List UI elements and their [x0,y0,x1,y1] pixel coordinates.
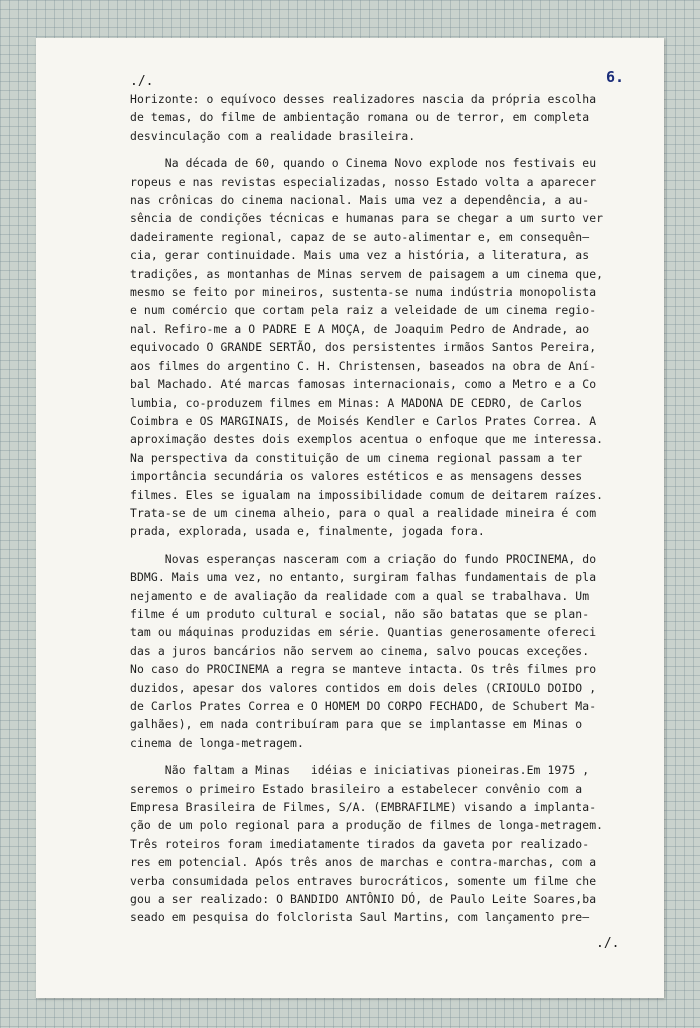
paragraph-1: Horizonte: o equívoco desses realizadores nascia da própria escolha de temas, do filme de ambientação romana ou de terror, em completa desvinculação com a realidade brasileira. [130,92,597,143]
document-page [36,38,664,998]
continuation-marker-top: ./. [130,74,154,89]
paragraph-2: Na década de 60, quando o Cinema Novo explode nos festivais eu ropeus e nas revistas especializadas, nosso Estado volta a aparecer nas crônicas do cinema nacional. Mais uma vez a dependência, a au- sência de condições técnicas e humanas para se chegar a um surto ver dadeiramente regional, capaz de se auto-alimentar e, em consequên— cia, gerar continuidade. Mais uma vez a história, a literatura, as tradições, as montanhas de Minas servem de paisagem a um cinema que, mesmo se feito por mineiros, sustenta-se numa indústria monopolista e num comércio que cortam pela raiz a veleidade de um cinema regio- nal. Refiro-me a O PADRE E A MOÇA, de Joaquim Pedro de Andrade, ao equivocado O GRANDE SERTÃO, dos persistentes irmãos Santos Pereira, aos filmes do argentino C. H. Christensen, baseados na obra de Aní- bal Machado. Até marcas famosas internacionais, como a Metro e a Co lumbia, co-produzem filmes em Minas: A MADONA DE CEDRO, de Carlos Coimbra e OS MARGINAIS, de Moisés Kendler e Carlos Prates Correa. A aproximação destes dois exemplos acentua o enfoque que me interessa. Na perspectiva da constituição de um cinema regional passam a ter importância secundária os valores estéticos e as mensagens desses filmes. Eles se igualam na impossibilidade comum de deitarem raízes. Trata-se de um cinema alheio, para o qual a realidade mineira é com prada, explorada, usada e, finalmente, jogada fora. [130,156,604,539]
paragraph-4: Não faltam a Minas idéias e iniciativas pioneiras.Em 1975 , seremos o primeiro Estado brasileiro a estabelecer convênio com a Empresa Brasileira de Filmes, S/A. (EMBRAFILME) visando a implanta- ção de um polo regional para a produção de filmes de longa-metragem. Três roteiros foram imediatamente tirados da gaveta por realizado- res em potencial. Após três anos de marchas e contra-marchas, com a verba consumidada pelos entraves burocráticos, somente um filme che gou a ser realizado: O BANDIDO ANTÔNIO DÓ, de Paulo Leite Soares,ba seado em pesquisa do folclorista Saul Martins, com lançamento pre— [130,763,604,925]
continuation-marker-bottom: ./. [596,936,620,951]
page-number: 6. [606,68,625,86]
body-text [130,90,650,936]
paragraph-3: Novas esperanças nasceram com a criação do fundo PROCINEMA, do BDMG. Mais uma vez, no entanto, surgiram falhas fundamentais de pla nejamento e de avaliação da realidade com a qual se trabalhava. Um filme é um produto cultural e social, não são batatas que se plan- tam ou máquinas produzidas em série. Quantias generosamente ofereci das a juros bancários não servem ao cinema, salvo poucas exceções. No caso do PROCINEMA a regra se manteve intacta. Os três filmes pro duzidos, apesar dos valores contidos em dois deles (CRIOULO DOIDO , de Carlos Prates Correa e O HOMEM DO CORPO FECHADO, de Schubert Ma- galhães), em nada contribuíram para que se implantasse em Minas o cinema de longa-metragem. [130,551,597,750]
